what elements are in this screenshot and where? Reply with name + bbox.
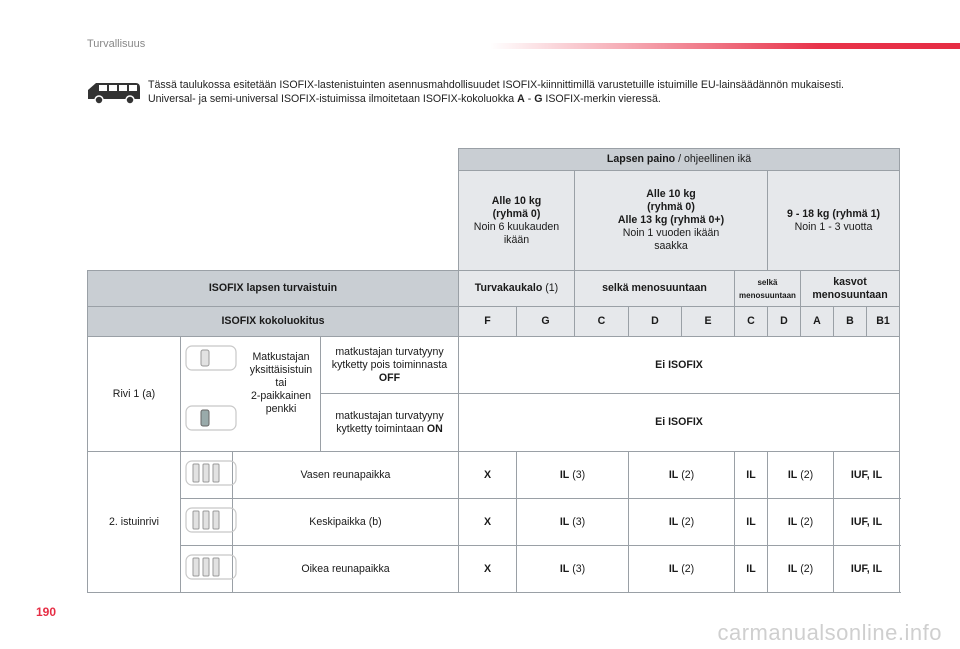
size-d2: D	[768, 307, 801, 337]
rear-center-seat-icon	[185, 507, 237, 533]
rear-center-name: Keskipaikka (b)	[233, 499, 459, 546]
seat-type-rear-facing-small: selkä menosuuntaan	[735, 271, 801, 307]
cell-il3: IL (3)	[517, 499, 629, 546]
size-f: F	[459, 307, 517, 337]
cell-il: IL	[735, 546, 768, 593]
row1-seat-desc: Matkustajan yksittäisistuin tai 2-paikkainen penkki	[181, 337, 321, 452]
cell-il2b: IL (2)	[768, 452, 834, 499]
seat-type-forward-facing: kasvot menosuuntaan	[801, 271, 900, 307]
intro-line-2: Universal- ja semi-universal ISOFIX-istuimissa ilmoitetaan ISOFIX-kokoluokka A - G ISOFIX-merkin vieressä.	[148, 93, 661, 105]
cell-il3: IL (3)	[517, 452, 629, 499]
section-title: Turvallisuus	[87, 38, 146, 50]
front-seat-icon	[185, 345, 237, 371]
intro-line-1: Tässä taulukossa esitetään ISOFIX-lastenistuinten asennusmahdollisuudet ISOFIX-kiinnittimillä varustetuille istuimille EU-lainsäädännön mukaisesti.	[148, 79, 844, 91]
airbag-on-cell: matkustajan turvatyyny kytketty toimintaan ON	[321, 394, 459, 452]
watermark: carmanualsonline.info	[717, 620, 942, 645]
cell-iuf: IUF, IL	[834, 546, 900, 593]
size-b: B	[834, 307, 867, 337]
cell-il2: IL (2)	[629, 452, 735, 499]
size-e: E	[682, 307, 735, 337]
seat-type-row	[88, 271, 900, 307]
row2-label: 2. istuinrivi	[88, 452, 181, 593]
size-c: C	[575, 307, 629, 337]
group-row	[88, 171, 900, 271]
page-number: 190	[36, 605, 57, 619]
front-bench-icon	[185, 405, 237, 431]
no-isofix-2: Ei ISOFIX	[459, 394, 900, 452]
group-0: Alle 10 kg (ryhmä 0) Noin 6 kuukauden ikään	[459, 171, 575, 271]
cell-il3: IL (3)	[517, 546, 629, 593]
size-b1: B1	[867, 307, 900, 337]
seat-type-rear-facing: selkä menosuuntaan	[575, 271, 735, 307]
cell-x: X	[459, 499, 517, 546]
size-g: G	[517, 307, 575, 337]
cell-il2b: IL (2)	[768, 546, 834, 593]
airbag-off-cell: matkustajan turvatyyny kytketty pois toiminnasta OFF	[321, 337, 459, 394]
cell-iuf: IUF, IL	[834, 499, 900, 546]
size-d: D	[629, 307, 682, 337]
row2-left	[88, 452, 900, 499]
cell-x: X	[459, 546, 517, 593]
rear-right-seat-icon	[185, 554, 237, 580]
cell-x: X	[459, 452, 517, 499]
cell-il: IL	[735, 499, 768, 546]
van-icon	[86, 77, 142, 105]
size-c2: C	[735, 307, 768, 337]
cell-iuf: IUF, IL	[834, 452, 900, 499]
group-1: 9 - 18 kg (ryhmä 1) Noin 1 - 3 vuotta	[768, 171, 900, 271]
size-row	[88, 307, 900, 337]
rear-left-seat-icon	[185, 460, 237, 486]
size-a: A	[801, 307, 834, 337]
rear-right-name: Oikea reunapaikka	[233, 546, 459, 593]
size-label: ISOFIX kokoluokitus	[88, 307, 459, 337]
seat-type-label: ISOFIX lapsen turvaistuin	[88, 271, 459, 307]
row2-right	[88, 546, 900, 593]
cell-il: IL	[735, 452, 768, 499]
isofix-table	[87, 148, 900, 593]
header-accent-bar	[490, 43, 960, 49]
row1-airbag-off	[88, 337, 900, 394]
weight-header: Lapsen paino / ohjeellinen ikä	[459, 149, 900, 171]
weight-header-row	[88, 149, 900, 171]
cell-il2: IL (2)	[629, 499, 735, 546]
row2-center	[88, 499, 900, 546]
row1-label: Rivi 1 (a)	[88, 337, 181, 452]
cell-il2: IL (2)	[629, 546, 735, 593]
intro-text	[148, 78, 888, 106]
rear-left-name: Vasen reunapaikka	[233, 452, 459, 499]
no-isofix-1: Ei ISOFIX	[459, 337, 900, 394]
seat-type-carrycot: Turvakaukalo (1)	[459, 271, 575, 307]
group-0plus: Alle 10 kg (ryhmä 0) Alle 13 kg (ryhmä 0+) Noin 1 vuoden ikään saakka	[575, 171, 768, 271]
cell-il2b: IL (2)	[768, 499, 834, 546]
